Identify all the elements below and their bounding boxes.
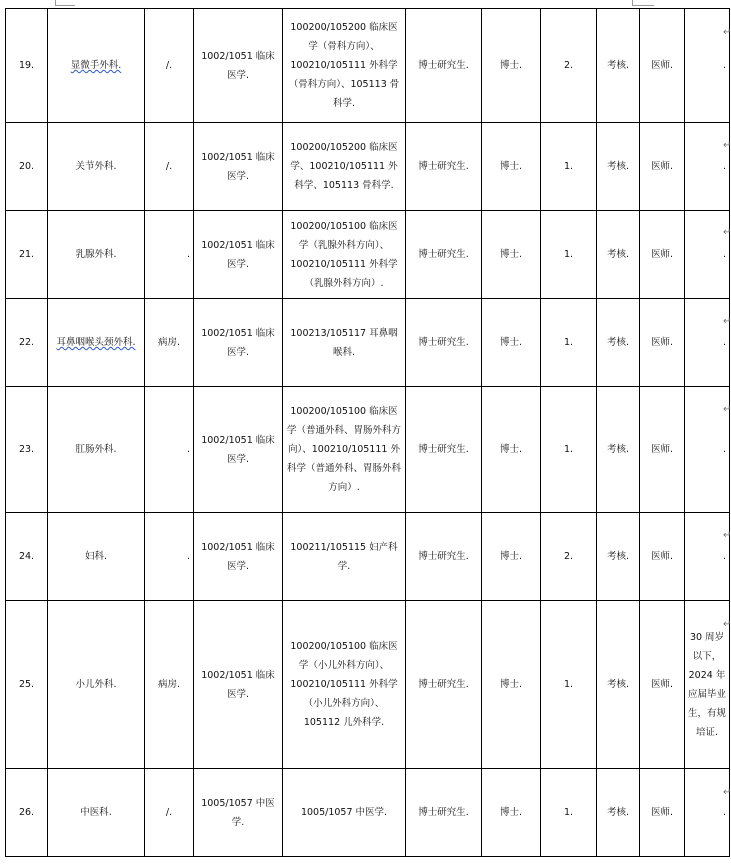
- note: .: [685, 299, 730, 387]
- headcount: 1.: [541, 387, 597, 513]
- row-number: 22.: [6, 299, 48, 387]
- paragraph-mark-icon: ↵: [723, 140, 731, 151]
- headcount: 1.: [541, 769, 597, 857]
- note: .: [685, 513, 730, 601]
- specialty: 100200/105100 临床医学（小儿外科方向）、100210/105111 外科学（小儿外科方向）、105112 儿外科学.: [283, 601, 406, 769]
- table-row: [6, 769, 730, 857]
- table-row: [6, 123, 730, 211]
- paragraph-mark-icon: ↵: [723, 787, 731, 798]
- hiring-method: 考核.: [597, 601, 640, 769]
- sub-department: /.: [145, 9, 194, 123]
- sub-department: /.: [145, 123, 194, 211]
- education: 博士研究生.: [406, 387, 482, 513]
- degree: 博士.: [482, 513, 541, 601]
- row-number: 21.: [6, 211, 48, 299]
- sub-department: .: [145, 387, 194, 513]
- major: 1005/1057 中医学.: [194, 769, 283, 857]
- headcount: 2.: [541, 513, 597, 601]
- post: 医师.: [640, 211, 685, 299]
- hiring-method: 考核.: [597, 299, 640, 387]
- note: .: [685, 387, 730, 513]
- table-row: [6, 513, 730, 601]
- post: 医师.: [640, 123, 685, 211]
- row-number: 24.: [6, 513, 48, 601]
- specialty: 100200/105100 临床医学（乳腺外科方向）、100210/105111 外科学（乳腺外科方向）.: [283, 211, 406, 299]
- paragraph-mark-icon: ↵: [723, 619, 731, 630]
- major: 1002/1051 临床医学.: [194, 601, 283, 769]
- table-row: [6, 9, 730, 123]
- major: 1002/1051 临床医学.: [194, 211, 283, 299]
- sub-department: .: [145, 513, 194, 601]
- paragraph-mark-icon: ↵: [723, 27, 731, 38]
- major: 1002/1051 临床医学.: [194, 387, 283, 513]
- specialty: 100213/105117 耳鼻咽喉科.: [283, 299, 406, 387]
- headcount: 1.: [541, 123, 597, 211]
- note: .: [685, 123, 730, 211]
- post: 医师.: [640, 513, 685, 601]
- post: 医师.: [640, 299, 685, 387]
- post: 医师.: [640, 9, 685, 123]
- specialty: 100200/105200 临床医学、100210/105111 外科学、105113 骨科学.: [283, 123, 406, 211]
- degree: 博士.: [482, 299, 541, 387]
- note: .: [685, 211, 730, 299]
- major: 1002/1051 临床医学.: [194, 513, 283, 601]
- paragraph-mark-icon: ↵: [723, 530, 731, 541]
- specialty: 100200/105200 临床医学（骨科方向）、100210/105111 外科学（骨科方向）、105113 骨科学.: [283, 9, 406, 123]
- degree: 博士.: [482, 601, 541, 769]
- department: 关节外科.: [48, 123, 145, 211]
- page-corner-left: [55, 0, 75, 6]
- row-number: 25.: [6, 601, 48, 769]
- row-number: 26.: [6, 769, 48, 857]
- department: 中医科.: [48, 769, 145, 857]
- degree: 博士.: [482, 211, 541, 299]
- hiring-method: 考核.: [597, 387, 640, 513]
- paragraph-mark-icon: ↵: [723, 316, 731, 327]
- specialty: 100200/105100 临床医学（普通外科、胃肠外科方向）、100210/105111 外科学（普通外科、胃肠外科方向）.: [283, 387, 406, 513]
- note: .: [685, 769, 730, 857]
- major: 1002/1051 临床医学.: [194, 123, 283, 211]
- specialty: 1005/1057 中医学.: [283, 769, 406, 857]
- post: 医师.: [640, 601, 685, 769]
- note: .: [685, 9, 730, 123]
- recruitment-table: [5, 8, 730, 857]
- page-corner-right: [632, 0, 654, 6]
- row-number: 19.: [6, 9, 48, 123]
- sub-department: /.: [145, 769, 194, 857]
- degree: 博士.: [482, 769, 541, 857]
- hiring-method: 考核.: [597, 123, 640, 211]
- hiring-method: 考核.: [597, 513, 640, 601]
- department: 乳腺外科.: [48, 211, 145, 299]
- education: 博士研究生.: [406, 9, 482, 123]
- paragraph-mark-icon: ↵: [723, 227, 731, 238]
- education: 博士研究生.: [406, 123, 482, 211]
- headcount: 2.: [541, 9, 597, 123]
- degree: 博士.: [482, 123, 541, 211]
- education: 博士研究生.: [406, 299, 482, 387]
- table-row: [6, 211, 730, 299]
- degree: 博士.: [482, 387, 541, 513]
- specialty: 100211/105115 妇产科学.: [283, 513, 406, 601]
- post: 医师.: [640, 769, 685, 857]
- paragraph-mark-icon: ↵: [723, 404, 731, 415]
- table-row: [6, 601, 730, 769]
- sub-department: 病房.: [145, 601, 194, 769]
- education: 博士研究生.: [406, 769, 482, 857]
- sub-department: .: [145, 211, 194, 299]
- table-row: [6, 387, 730, 513]
- major: 1002/1051 临床医学.: [194, 9, 283, 123]
- hiring-method: 考核.: [597, 211, 640, 299]
- department: 小儿外科.: [48, 601, 145, 769]
- row-number: 23.: [6, 387, 48, 513]
- education: 博士研究生.: [406, 211, 482, 299]
- table-row: [6, 299, 730, 387]
- hiring-method: 考核.: [597, 769, 640, 857]
- hiring-method: 考核.: [597, 9, 640, 123]
- sub-department: 病房.: [145, 299, 194, 387]
- post: 医师.: [640, 387, 685, 513]
- department: 肛肠外科.: [48, 387, 145, 513]
- row-number: 20.: [6, 123, 48, 211]
- education: 博士研究生.: [406, 601, 482, 769]
- department: 耳鼻咽喉头颈外科.: [48, 299, 145, 387]
- headcount: 1.: [541, 211, 597, 299]
- department: 显微手外科.: [48, 9, 145, 123]
- note: 30 周岁以下，2024 年应届毕业生，有规培证.: [685, 601, 730, 769]
- headcount: 1.: [541, 601, 597, 769]
- education: 博士研究生.: [406, 513, 482, 601]
- major: 1002/1051 临床医学.: [194, 299, 283, 387]
- department: 妇科.: [48, 513, 145, 601]
- degree: 博士.: [482, 9, 541, 123]
- headcount: 1.: [541, 299, 597, 387]
